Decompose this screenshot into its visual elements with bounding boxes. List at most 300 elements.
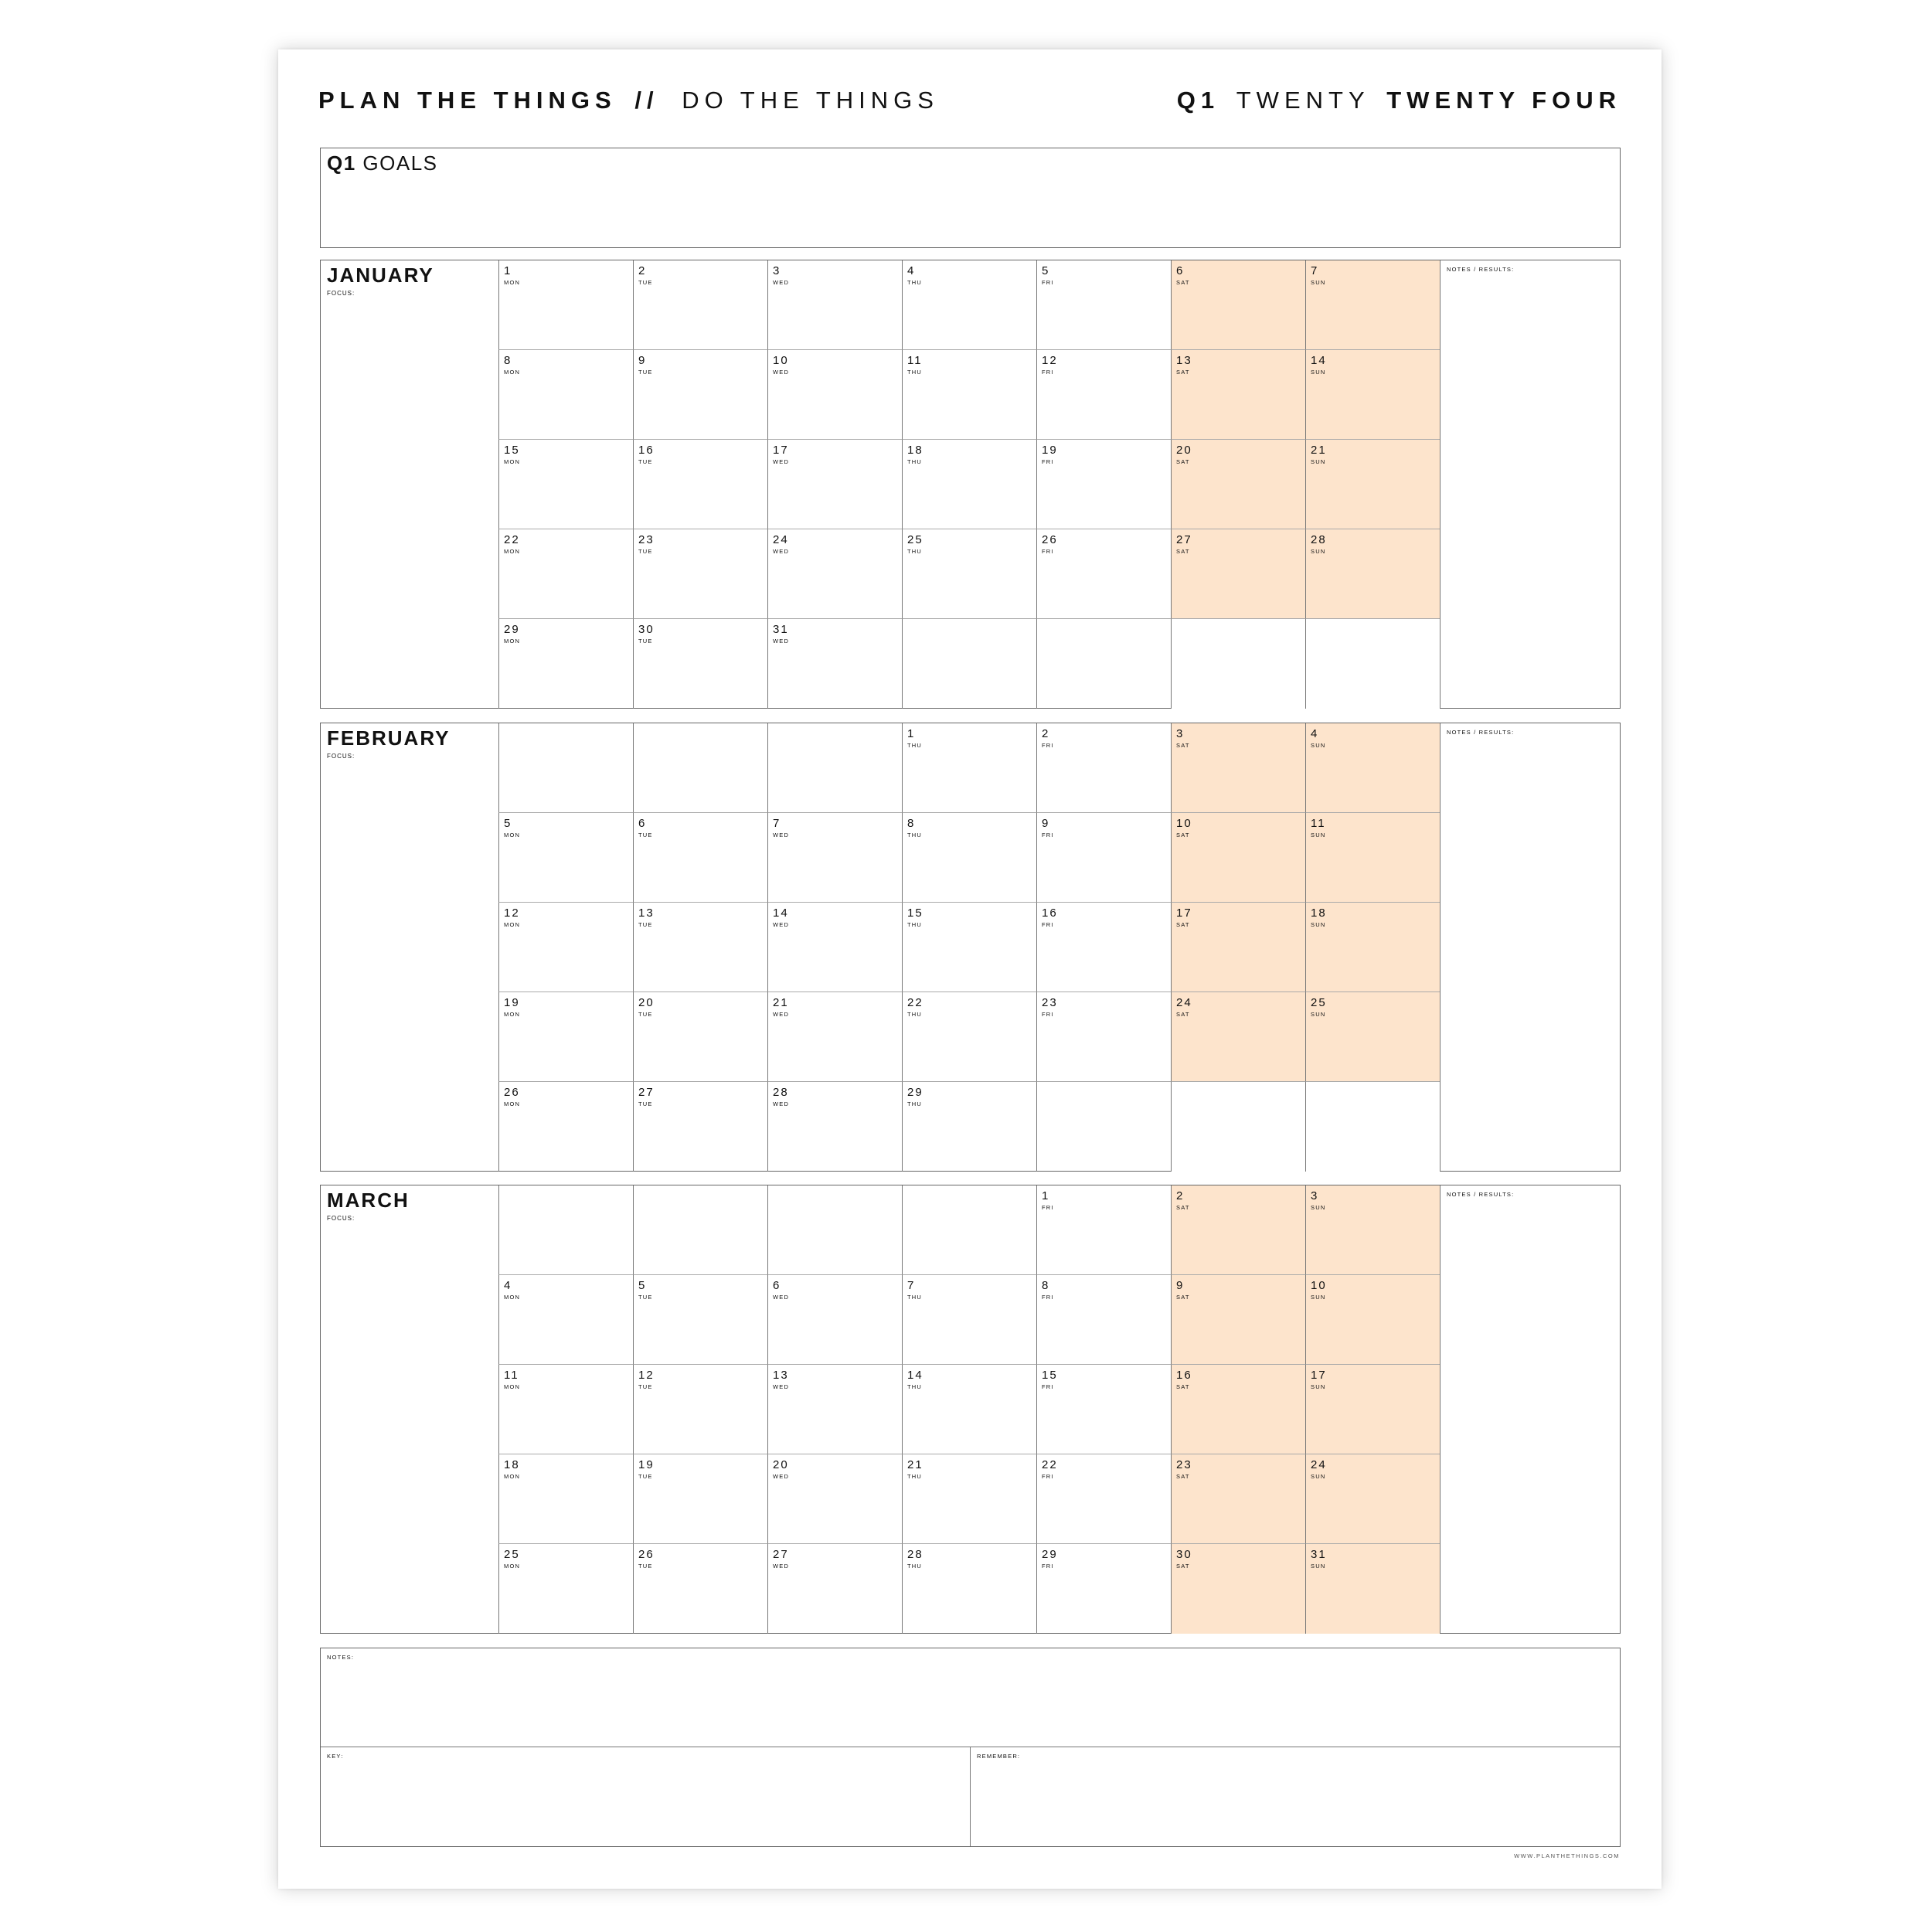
day-number: 4 [907, 264, 916, 277]
day-of-week: SUN [1311, 279, 1326, 286]
day-number: 17 [1176, 906, 1192, 920]
day-of-week: WED [773, 1563, 790, 1570]
day-of-week: SAT [1176, 1011, 1190, 1018]
day-cell[interactable] [902, 440, 1036, 529]
day-cell[interactable] [498, 1454, 633, 1544]
day-cell[interactable] [498, 440, 633, 529]
empty-day-cell[interactable] [902, 1185, 1036, 1275]
day-number: 1 [907, 727, 916, 740]
notes-results-column[interactable] [1440, 260, 1620, 708]
month-block-2 [320, 1185, 1621, 1634]
day-number: 25 [1311, 996, 1327, 1009]
day-of-week: MON [504, 1473, 521, 1480]
day-cell[interactable] [767, 813, 902, 903]
day-cell[interactable] [902, 1082, 1036, 1172]
day-cell[interactable] [498, 1082, 633, 1172]
day-number: 10 [773, 354, 789, 367]
day-number: 20 [1176, 444, 1192, 457]
day-cell[interactable] [902, 813, 1036, 903]
day-of-week: SAT [1176, 548, 1190, 555]
day-cell[interactable] [1171, 723, 1305, 813]
day-number: 24 [773, 533, 789, 546]
empty-day-cell[interactable] [902, 619, 1036, 709]
day-of-week: MON [504, 1100, 521, 1107]
day-of-week: SAT [1176, 1383, 1190, 1390]
day-number: 12 [504, 906, 520, 920]
day-number: 26 [504, 1086, 520, 1099]
day-number: 22 [907, 996, 923, 1009]
day-cell[interactable] [498, 1275, 633, 1365]
bottom-section [320, 1648, 1621, 1847]
day-cell[interactable] [767, 1544, 902, 1634]
day-cell[interactable] [902, 529, 1036, 619]
day-cell[interactable] [1171, 529, 1305, 619]
day-cell[interactable] [1171, 1185, 1305, 1275]
day-cell[interactable] [1171, 1275, 1305, 1365]
day-number: 24 [1176, 996, 1192, 1009]
day-of-week: TUE [638, 832, 653, 838]
day-of-week: SAT [1176, 921, 1190, 928]
day-cell[interactable] [1036, 992, 1171, 1082]
empty-day-cell[interactable] [1171, 619, 1305, 709]
day-cell[interactable] [1305, 723, 1440, 813]
day-number: 26 [1042, 533, 1058, 546]
day-cell[interactable] [767, 992, 902, 1082]
day-cell[interactable] [1305, 1185, 1440, 1275]
day-cell[interactable] [1171, 903, 1305, 992]
day-number: 7 [773, 817, 781, 830]
goals-label: GOALS [362, 151, 438, 175]
day-cell[interactable] [498, 350, 633, 440]
day-number: 9 [638, 354, 647, 367]
day-of-week: FRI [1042, 369, 1054, 376]
day-number: 2 [1176, 1189, 1185, 1202]
day-of-week: MON [504, 458, 521, 465]
day-cell[interactable] [1171, 992, 1305, 1082]
day-of-week: WED [773, 458, 790, 465]
day-number: 27 [1176, 533, 1192, 546]
day-number: 11 [504, 1369, 519, 1382]
day-number: 30 [1176, 1548, 1192, 1561]
day-cell[interactable] [1036, 440, 1171, 529]
day-number: 27 [638, 1086, 655, 1099]
empty-day-cell[interactable] [1305, 619, 1440, 709]
day-number: 25 [907, 533, 923, 546]
day-number: 13 [1176, 354, 1192, 367]
day-cell[interactable] [1036, 1544, 1171, 1634]
day-cell[interactable] [498, 813, 633, 903]
day-cell[interactable] [633, 813, 767, 903]
day-number: 12 [1042, 354, 1058, 367]
day-number: 31 [1311, 1548, 1327, 1561]
day-number: 27 [773, 1548, 789, 1561]
day-of-week: THU [907, 1100, 923, 1107]
day-cell[interactable] [1305, 903, 1440, 992]
day-of-week: THU [907, 548, 923, 555]
day-cell[interactable] [1036, 723, 1171, 813]
focus-label: FOCUS: [327, 753, 355, 760]
day-cell[interactable] [1036, 260, 1171, 350]
day-number: 16 [638, 444, 655, 457]
notes-results-column[interactable] [1440, 723, 1620, 1171]
day-of-week: WED [773, 369, 790, 376]
day-cell[interactable] [1036, 1275, 1171, 1365]
header-plan-text: PLAN THE THINGS [318, 87, 617, 114]
day-number: 10 [1176, 817, 1192, 830]
day-number: 30 [638, 623, 655, 636]
day-number: 8 [1042, 1279, 1050, 1292]
day-cell[interactable] [1036, 1365, 1171, 1454]
header-left [318, 88, 939, 112]
day-of-week: SUN [1311, 1011, 1326, 1018]
day-cell[interactable] [633, 529, 767, 619]
day-number: 17 [773, 444, 789, 457]
goals-title [327, 151, 438, 175]
day-of-week: SUN [1311, 369, 1326, 376]
day-number: 26 [638, 1548, 655, 1561]
day-of-week: MON [504, 1294, 521, 1301]
day-number: 1 [1042, 1189, 1050, 1202]
day-number: 19 [504, 996, 520, 1009]
day-of-week: SAT [1176, 458, 1190, 465]
notes-label: NOTES: [327, 1654, 355, 1661]
day-cell[interactable] [633, 1082, 767, 1172]
day-number: 18 [1311, 906, 1327, 920]
header-separator: // [634, 87, 659, 114]
day-number: 2 [1042, 727, 1050, 740]
day-of-week: FRI [1042, 1563, 1054, 1570]
day-number: 7 [1311, 264, 1319, 277]
day-number: 3 [1176, 727, 1185, 740]
day-number: 17 [1311, 1369, 1327, 1382]
day-cell[interactable] [1305, 1544, 1440, 1634]
day-number: 9 [1176, 1279, 1185, 1292]
empty-day-cell[interactable] [1171, 1082, 1305, 1172]
header-right [1177, 88, 1621, 112]
day-cell[interactable] [767, 903, 902, 992]
day-cell[interactable] [633, 619, 767, 709]
day-cell[interactable] [498, 992, 633, 1082]
month-name: FEBRUARY [327, 726, 451, 750]
day-of-week: TUE [638, 1011, 653, 1018]
empty-day-cell[interactable] [1305, 1082, 1440, 1172]
day-of-week: WED [773, 548, 790, 555]
day-number: 5 [504, 817, 512, 830]
day-cell[interactable] [1305, 813, 1440, 903]
day-cell[interactable] [498, 903, 633, 992]
day-of-week: THU [907, 458, 923, 465]
day-cell[interactable] [1036, 350, 1171, 440]
day-number: 22 [504, 533, 520, 546]
day-number: 5 [638, 1279, 647, 1292]
day-of-week: THU [907, 1011, 923, 1018]
day-cell[interactable] [1171, 350, 1305, 440]
day-cell[interactable] [633, 1365, 767, 1454]
day-cell[interactable] [1305, 260, 1440, 350]
day-cell[interactable] [1305, 440, 1440, 529]
day-cell[interactable] [767, 529, 902, 619]
day-number: 7 [907, 1279, 916, 1292]
empty-day-cell[interactable] [1036, 619, 1171, 709]
day-cell[interactable] [1036, 529, 1171, 619]
day-number: 19 [1042, 444, 1058, 457]
month-block-1 [320, 723, 1621, 1172]
day-cell[interactable] [633, 1544, 767, 1634]
day-cell[interactable] [767, 1454, 902, 1544]
day-of-week: THU [907, 1383, 923, 1390]
day-of-week: SAT [1176, 1204, 1190, 1211]
day-cell[interactable] [767, 1082, 902, 1172]
day-cell[interactable] [767, 260, 902, 350]
day-cell[interactable] [902, 1454, 1036, 1544]
day-number: 28 [773, 1086, 789, 1099]
day-cell[interactable] [633, 260, 767, 350]
day-of-week: THU [907, 1294, 923, 1301]
day-of-week: MON [504, 1011, 521, 1018]
day-number: 29 [1042, 1548, 1058, 1561]
header-year-bold: TWENTY FOUR [1386, 87, 1621, 114]
day-number: 15 [1042, 1369, 1058, 1382]
day-cell[interactable] [1171, 1544, 1305, 1634]
day-cell[interactable] [1305, 1365, 1440, 1454]
day-number: 21 [907, 1458, 923, 1471]
empty-day-cell[interactable] [1036, 1082, 1171, 1172]
day-cell[interactable] [767, 350, 902, 440]
day-of-week: WED [773, 1383, 790, 1390]
day-of-week: THU [907, 921, 923, 928]
day-number: 14 [907, 1369, 923, 1382]
day-of-week: SAT [1176, 1473, 1190, 1480]
day-number: 13 [773, 1369, 789, 1382]
day-number: 9 [1042, 817, 1050, 830]
day-cell[interactable] [633, 350, 767, 440]
day-number: 18 [907, 444, 923, 457]
notes-results-label: NOTES / RESULTS: [1447, 729, 1515, 736]
day-cell[interactable] [902, 260, 1036, 350]
day-number: 22 [1042, 1458, 1058, 1471]
key-label: KEY: [327, 1753, 344, 1760]
day-cell[interactable] [902, 1544, 1036, 1634]
day-number: 3 [1311, 1189, 1319, 1202]
focus-label: FOCUS: [327, 1215, 355, 1222]
day-of-week: WED [773, 832, 790, 838]
day-number: 28 [1311, 533, 1327, 546]
day-of-week: FRI [1042, 1383, 1054, 1390]
day-cell[interactable] [1305, 1454, 1440, 1544]
day-number: 16 [1042, 906, 1058, 920]
day-number: 14 [773, 906, 789, 920]
day-number: 6 [773, 1279, 781, 1292]
day-number: 13 [638, 906, 655, 920]
day-of-week: TUE [638, 1563, 653, 1570]
day-cell[interactable] [1036, 1185, 1171, 1275]
day-cell[interactable] [1171, 260, 1305, 350]
day-of-week: MON [504, 279, 521, 286]
day-of-week: FRI [1042, 1011, 1054, 1018]
goals-quarter: Q1 [327, 151, 356, 175]
calendar-grid [498, 1185, 1440, 1633]
day-of-week: SUN [1311, 1383, 1326, 1390]
day-number: 19 [638, 1458, 655, 1471]
day-of-week: SUN [1311, 1563, 1326, 1570]
day-of-week: FRI [1042, 742, 1054, 749]
day-cell[interactable] [633, 903, 767, 992]
day-cell[interactable] [1036, 1454, 1171, 1544]
month-block-0 [320, 260, 1621, 709]
day-cell[interactable] [633, 440, 767, 529]
day-of-week: MON [504, 1563, 521, 1570]
notes-results-column[interactable] [1440, 1185, 1620, 1633]
day-number: 6 [638, 817, 647, 830]
day-number: 31 [773, 623, 789, 636]
empty-day-cell[interactable] [767, 1185, 902, 1275]
notes-results-label: NOTES / RESULTS: [1447, 1191, 1515, 1198]
day-of-week: SAT [1176, 279, 1190, 286]
day-of-week: WED [773, 921, 790, 928]
footer-url: WWW.PLANTHETHINGS.COM [1514, 1852, 1620, 1859]
day-cell[interactable] [1171, 1365, 1305, 1454]
day-of-week: FRI [1042, 832, 1054, 838]
day-of-week: SUN [1311, 832, 1326, 838]
day-number: 11 [1311, 817, 1326, 830]
day-cell[interactable] [1036, 903, 1171, 992]
focus-label: FOCUS: [327, 290, 355, 297]
day-cell[interactable] [1171, 813, 1305, 903]
day-of-week: SUN [1311, 1473, 1326, 1480]
header-quarter: Q1 [1176, 87, 1220, 114]
day-number: 12 [638, 1369, 655, 1382]
day-cell[interactable] [1305, 529, 1440, 619]
day-number: 4 [1311, 727, 1319, 740]
day-of-week: THU [907, 832, 923, 838]
day-of-week: SUN [1311, 1204, 1326, 1211]
day-of-week: THU [907, 1473, 923, 1480]
header-year-light: TWENTY [1236, 87, 1370, 114]
remember-label: REMEMBER: [977, 1753, 1021, 1760]
day-of-week: SUN [1311, 458, 1326, 465]
day-of-week: TUE [638, 279, 653, 286]
day-of-week: MON [504, 369, 521, 376]
day-cell[interactable] [902, 903, 1036, 992]
day-number: 25 [504, 1548, 520, 1561]
day-cell[interactable] [498, 529, 633, 619]
day-number: 6 [1176, 264, 1185, 277]
day-of-week: TUE [638, 369, 653, 376]
day-cell[interactable] [767, 440, 902, 529]
day-number: 11 [907, 354, 923, 367]
day-of-week: FRI [1042, 548, 1054, 555]
day-number: 23 [1042, 996, 1058, 1009]
header-do-text: DO THE THINGS [682, 87, 939, 114]
day-of-week: THU [907, 369, 923, 376]
day-cell[interactable] [633, 1275, 767, 1365]
day-number: 18 [504, 1458, 520, 1471]
day-of-week: WED [773, 638, 790, 645]
day-number: 24 [1311, 1458, 1327, 1471]
day-of-week: THU [907, 742, 923, 749]
day-cell[interactable] [902, 1275, 1036, 1365]
day-number: 15 [504, 444, 520, 457]
day-number: 8 [504, 354, 512, 367]
day-cell[interactable] [633, 992, 767, 1082]
day-cell[interactable] [767, 1365, 902, 1454]
day-number: 5 [1042, 264, 1050, 277]
day-cell[interactable] [1036, 813, 1171, 903]
empty-day-cell[interactable] [633, 723, 767, 813]
day-of-week: FRI [1042, 1204, 1054, 1211]
day-number: 23 [638, 533, 655, 546]
day-number: 23 [1176, 1458, 1192, 1471]
day-of-week: FRI [1042, 458, 1054, 465]
day-of-week: WED [773, 279, 790, 286]
day-number: 29 [504, 623, 520, 636]
day-cell[interactable] [1171, 440, 1305, 529]
planner-sheet [278, 49, 1662, 1889]
day-of-week: SAT [1176, 832, 1190, 838]
day-number: 16 [1176, 1369, 1192, 1382]
day-of-week: MON [504, 1383, 521, 1390]
day-cell[interactable] [1305, 350, 1440, 440]
day-number: 29 [907, 1086, 923, 1099]
empty-day-cell[interactable] [498, 1185, 633, 1275]
day-number: 3 [773, 264, 781, 277]
day-cell[interactable] [1305, 992, 1440, 1082]
day-of-week: MON [504, 548, 521, 555]
day-cell[interactable] [1171, 1454, 1305, 1544]
calendar-grid [498, 723, 1440, 1171]
day-of-week: MON [504, 638, 521, 645]
goals-box[interactable] [320, 148, 1621, 248]
day-of-week: WED [773, 1294, 790, 1301]
day-cell[interactable] [902, 992, 1036, 1082]
day-of-week: THU [907, 279, 923, 286]
day-of-week: TUE [638, 1473, 653, 1480]
day-of-week: TUE [638, 921, 653, 928]
day-of-week: WED [773, 1473, 790, 1480]
day-cell[interactable] [498, 1365, 633, 1454]
day-of-week: WED [773, 1100, 790, 1107]
day-of-week: WED [773, 1011, 790, 1018]
day-of-week: TUE [638, 1100, 653, 1107]
day-number: 21 [773, 996, 789, 1009]
day-number: 15 [907, 906, 923, 920]
day-number: 20 [638, 996, 655, 1009]
empty-day-cell[interactable] [767, 723, 902, 813]
day-of-week: TUE [638, 458, 653, 465]
empty-day-cell[interactable] [498, 723, 633, 813]
day-number: 14 [1311, 354, 1327, 367]
day-cell[interactable] [767, 1275, 902, 1365]
day-cell[interactable] [498, 260, 633, 350]
day-cell[interactable] [498, 1544, 633, 1634]
day-of-week: FRI [1042, 279, 1054, 286]
day-cell[interactable] [902, 350, 1036, 440]
day-of-week: MON [504, 832, 521, 838]
day-cell[interactable] [902, 1365, 1036, 1454]
day-cell[interactable] [633, 1454, 767, 1544]
day-number: 28 [907, 1548, 923, 1561]
day-cell[interactable] [1305, 1275, 1440, 1365]
day-of-week: TUE [638, 638, 653, 645]
day-cell[interactable] [767, 619, 902, 709]
day-cell[interactable] [902, 723, 1036, 813]
day-number: 4 [504, 1279, 512, 1292]
empty-day-cell[interactable] [633, 1185, 767, 1275]
day-number: 2 [638, 264, 647, 277]
day-number: 21 [1311, 444, 1327, 457]
day-cell[interactable] [498, 619, 633, 709]
day-number: 10 [1311, 1279, 1327, 1292]
